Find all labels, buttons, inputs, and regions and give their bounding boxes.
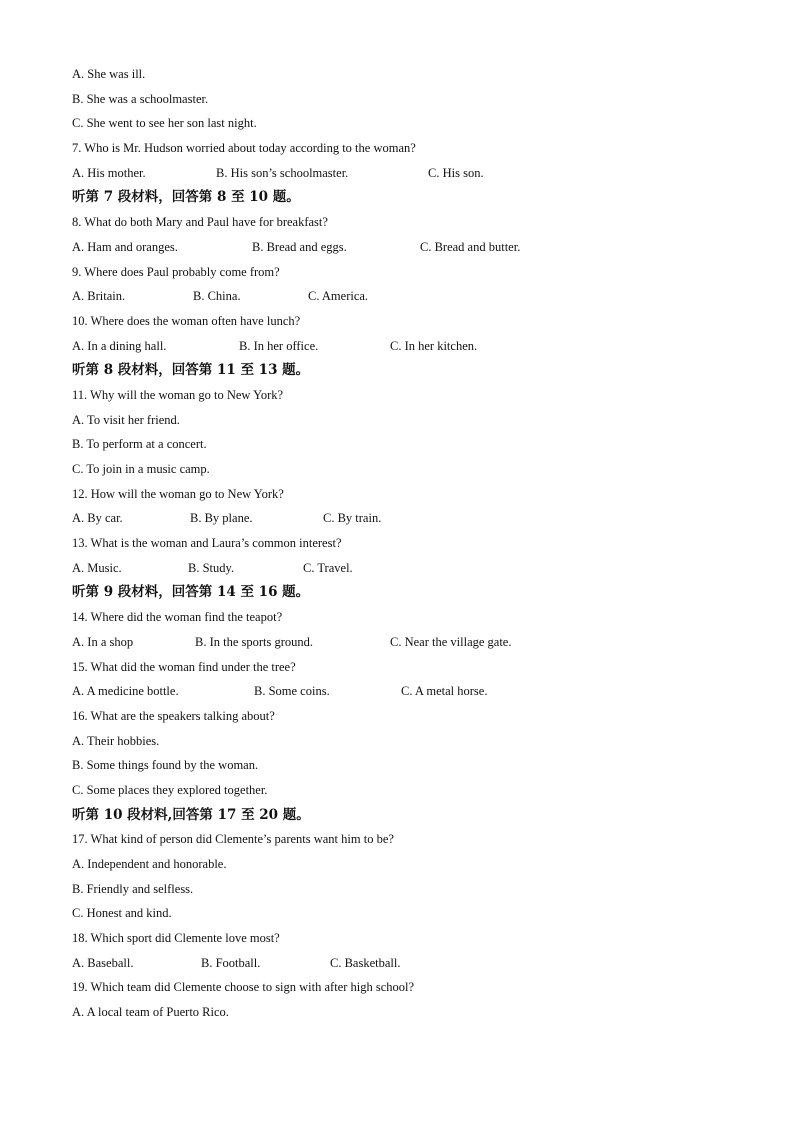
question-line: 17. What kind of person did Clemente’s parents want him to be? bbox=[72, 832, 394, 847]
option-c: C. By train. bbox=[323, 511, 382, 526]
question-line: 12. How will the woman go to New York? bbox=[72, 486, 284, 501]
section-header: 听第 7 段材料，回答第 8 至 10 题。 bbox=[72, 189, 300, 206]
option-a: A. His mother. bbox=[72, 165, 146, 180]
option-line: B. She was a schoolmaster. bbox=[72, 91, 209, 106]
option-b: B. In her office. bbox=[239, 338, 319, 353]
exam-page bbox=[72, 62, 732, 1025]
option-b: B. By plane. bbox=[190, 511, 253, 526]
option-line: C. She went to see her son last night. bbox=[72, 116, 257, 131]
option-line: A. She was ill. bbox=[72, 67, 146, 81]
option-line: C. Some places they explored together. bbox=[72, 782, 268, 797]
option-line: A. Their hobbies. bbox=[72, 733, 160, 748]
option-line: A. A local team of Puerto Rico. bbox=[72, 1005, 229, 1020]
option-line: B. Friendly and selfless. bbox=[72, 881, 194, 896]
option-a: A. In a dining hall. bbox=[72, 338, 167, 353]
option-a: A. Ham and oranges. bbox=[72, 239, 178, 254]
options-row bbox=[72, 334, 732, 359]
question-line: 13. What is the woman and Laura’s common interest? bbox=[72, 536, 342, 551]
option-c: C. In her kitchen. bbox=[390, 338, 478, 353]
question-line: 16. What are the speakers talking about? bbox=[72, 708, 275, 723]
options-row bbox=[72, 161, 732, 186]
section-header: 听第 9 段材料，回答第 14 至 16 题。 bbox=[72, 584, 310, 601]
option-c: C. Bread and butter. bbox=[420, 239, 521, 254]
option-b: B. In the sports ground. bbox=[195, 634, 314, 649]
options-row bbox=[72, 235, 732, 260]
option-b: B. Study. bbox=[188, 560, 235, 575]
option-b: B. China. bbox=[193, 289, 241, 304]
option-c: C. Travel. bbox=[303, 560, 353, 575]
options-row bbox=[72, 679, 732, 704]
option-b: B. Some coins. bbox=[254, 684, 330, 699]
option-a: A. A medicine bottle. bbox=[72, 684, 179, 699]
option-c: C. America. bbox=[308, 289, 369, 304]
option-line: B. To perform at a concert. bbox=[72, 437, 207, 452]
option-c: C. Near the village gate. bbox=[390, 634, 512, 649]
option-c: C. A metal horse. bbox=[401, 684, 488, 699]
option-a: A. Music. bbox=[72, 560, 122, 575]
question-line: 19. Which team did Clemente choose to sign with after high school? bbox=[72, 980, 415, 995]
option-line: A. To visit her friend. bbox=[72, 412, 180, 427]
question-line: 9. Where does Paul probably come from? bbox=[72, 264, 280, 279]
question-line: 8. What do both Mary and Paul have for breakfast? bbox=[72, 215, 328, 230]
question-line: 15. What did the woman find under the tree? bbox=[72, 659, 296, 674]
option-c: C. Basketball. bbox=[330, 955, 401, 970]
question-line: 14. Where did the woman find the teapot? bbox=[72, 610, 283, 625]
options-row bbox=[72, 506, 732, 531]
options-row bbox=[72, 630, 732, 655]
section-header: 听第 8 段材料，回答第 11 至 13 题。 bbox=[72, 362, 310, 379]
question-line: 7. Who is Mr. Hudson worried about today according to the woman? bbox=[72, 141, 416, 156]
option-b: B. His son’s schoolmaster. bbox=[216, 165, 349, 180]
options-row bbox=[72, 556, 732, 581]
option-line: C. To join in a music camp. bbox=[72, 462, 210, 476]
option-a: A. In a shop bbox=[72, 634, 134, 649]
question-line: 10. Where does the woman often have lunch? bbox=[72, 313, 301, 328]
section-header: 听第 10 段材料,回答第 17 至 20 题。 bbox=[72, 806, 310, 823]
option-line: B. Some things found by the woman. bbox=[72, 758, 259, 773]
options-row bbox=[72, 284, 732, 309]
options-row bbox=[72, 951, 732, 976]
option-b: B. Bread and eggs. bbox=[252, 239, 347, 254]
option-a: A. Baseball. bbox=[72, 955, 134, 970]
option-b: B. Football. bbox=[201, 955, 261, 970]
question-line: 18. Which sport did Clemente love most? bbox=[72, 931, 280, 946]
option-a: A. By car. bbox=[72, 511, 123, 526]
option-line: C. Honest and kind. bbox=[72, 906, 172, 921]
question-line: 11. Why will the woman go to New York? bbox=[72, 387, 284, 402]
option-c: C. His son. bbox=[428, 165, 484, 180]
option-a: A. Britain. bbox=[72, 289, 126, 304]
option-line: A. Independent and honorable. bbox=[72, 857, 227, 871]
